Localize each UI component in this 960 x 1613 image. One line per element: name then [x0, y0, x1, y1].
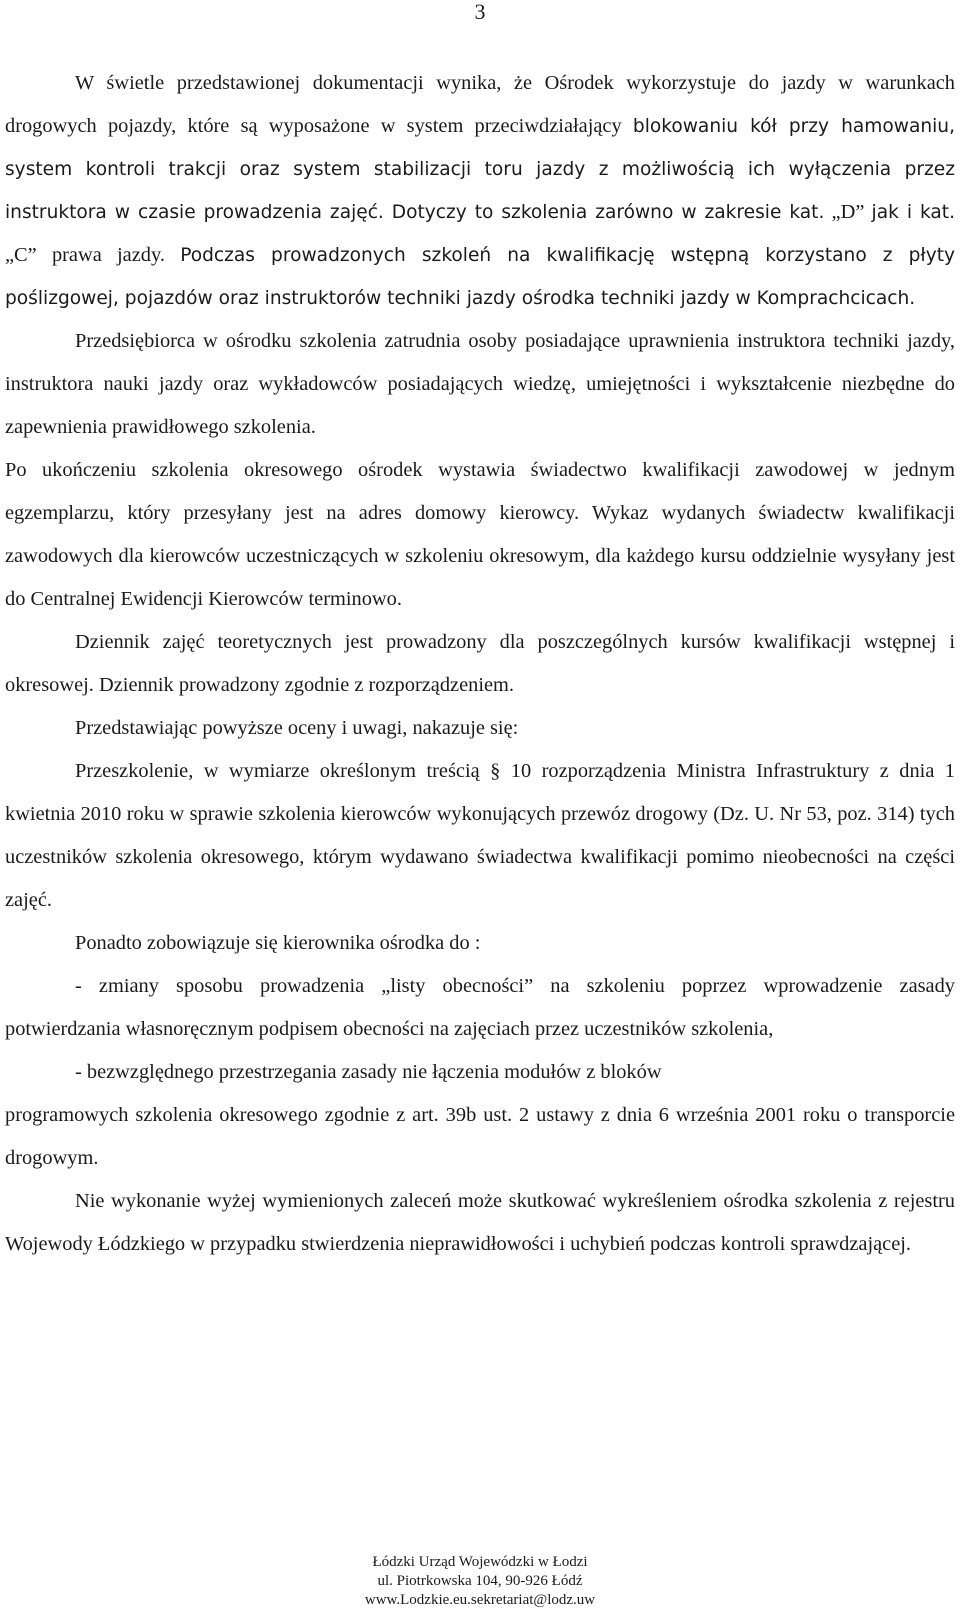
paragraph-orders-intro: Przedstawiając powyższe oceny i uwagi, nakazuje się:: [75, 717, 519, 739]
paragraph-modules: programowych szkolenia okresowego zgodnie z art. 39b ust. 2 ustawy z dnia 6 września 2001 roku o transporcie drogowym.: [5, 1104, 955, 1169]
paragraph-text: „C” prawa jazdy.: [5, 244, 181, 266]
paragraph-journal: Dziennik zajęć teoretycznych jest prowadzony dla poszczególnych kursów kwalifikacji wstępnej i okresowej. Dziennik prowadzony zgodnie z rozporządzeniem.: [5, 631, 955, 696]
paragraph-text: blokowaniu kół przy hamowaniu, system kontroli trakcji oraz system stabilizacji toru jazdy z możliwością ich wyłączenia przez instruktora w czasie prowadzenia zajęć. Dotyczy to szkolenia zarówno w zakresie kat.: [5, 116, 955, 223]
footer-office-name: Łódzki Urząd Wojewódzki w Łodzi: [372, 1554, 588, 1570]
page-number: 3: [474, 0, 486, 24]
paragraph-certificates: Po ukończeniu szkolenia okresowego ośrodek wystawia świadectwo kwalifikacji zawodowej w jednym egzemplarzu, który przesyłany jest na adres domowy kierowcy. Wykaz wydanych świadectw kwalifikacji zawodowych dla kierowców uczestniczących w szkoleniu okresowym, dla każdego kursu oddzielnie wysyłany jest do Centralnej Ewidencji Kierowców terminowo.: [5, 459, 955, 610]
paragraph-attendance: - zmiany sposobu prowadzenia „listy obecności” na szkoleniu poprzez wprowadzenie zasady potwierdzania własnoręcznym podpisem obecności na zajęciach przez uczestników szkolenia,: [5, 975, 955, 1040]
paragraph-consequences: Nie wykonanie wyżej wymienionych zaleceń może skutkować wykreśleniem ośrodka szkolenia z rejestru Wojewody Łódzkiego w przypadku stwierdzenia nieprawidłowości i uchybień podczas kontroli sprawdzającej.: [5, 1190, 955, 1255]
paragraph-text: Podczas prowadzonych szkoleń na kwalifikację wstępną korzystano z płyty poślizgowej, pojazdów oraz instruktorów techniki jazdy ośrodka techniki jazdy w Komprachcicach.: [5, 245, 955, 309]
paragraph-equipment: [5, 62, 955, 320]
document-body: [5, 62, 955, 1266]
paragraph-text: „D”: [824, 201, 872, 223]
paragraph-obligation-intro: Ponadto zobowiązuje się kierownika ośrodka do :: [75, 932, 481, 954]
footer-address: ul. Piotrkowska 104, 90-926 Łódź: [377, 1573, 583, 1589]
paragraph-text: W świetle przedstawionej dokumentacji wynika, że Ośrodek wykorzystuje do jazdy w warunkach drogowych pojazdy, które są wyposażone w system przeciwdziałający: [5, 72, 955, 137]
footer: [0, 1553, 960, 1610]
footer-website: www.Lodzkie.eu.sekretariat@lodz.uw: [364, 1592, 596, 1608]
paragraph-staff: Przedsiębiorca w ośrodku szkolenia zatrudnia osoby posiadające uprawnienia instruktora techniki jazdy, instruktora nauki jazdy oraz wykładowców posiadających wiedzę, umiejętności i wykształcenie niezbędne do zapewnienia prawidłowego szkolenia.: [5, 330, 955, 438]
paragraph-text: jak i kat.: [871, 202, 955, 223]
paragraph-modules-line: - bezwzględnego przestrzegania zasady nie łączenia modułów z bloków: [75, 1061, 662, 1083]
paragraph-retraining: Przeszkolenie, w wymiarze określonym treścią § 10 rozporządzenia Ministra Infrastruktury z dnia 1 kwietnia 2010 roku w sprawie szkolenia kierowców wykonujących przewóz drogowy (Dz. U. Nr 53, poz. 314) tych uczestników szkolenia okresowego, którym wydawano świadectwa kwalifikacji pomimo nieobecności na części zajęć.: [5, 760, 955, 911]
